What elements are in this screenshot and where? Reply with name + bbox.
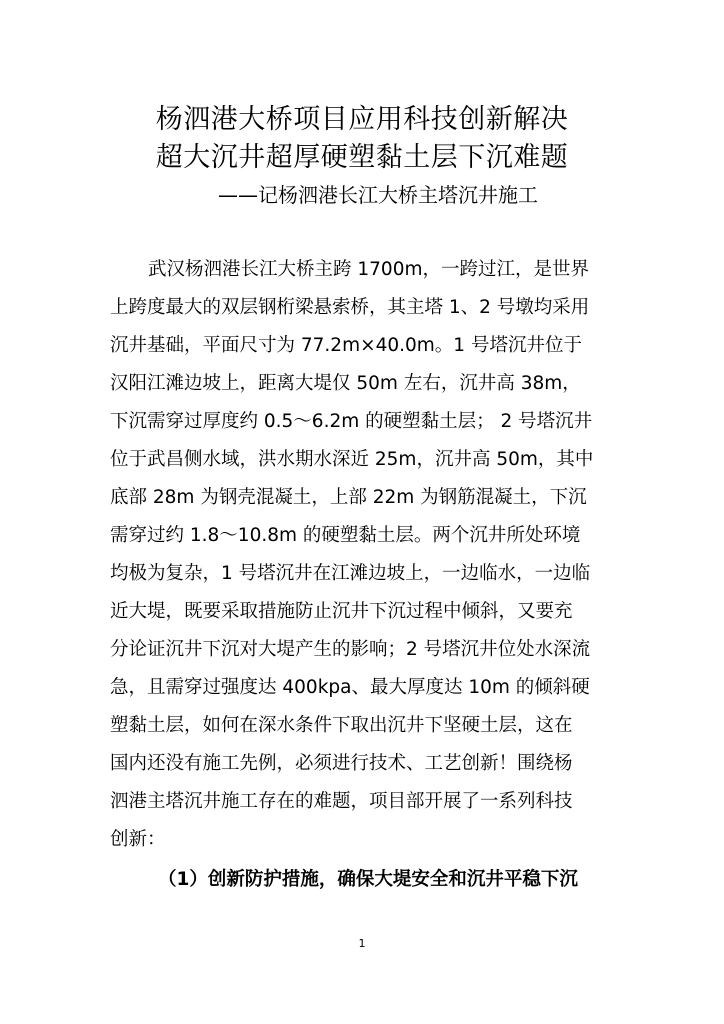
- title-line-2: 超大沉井超厚硬塑黏土层下沉难题: [155, 142, 569, 173]
- paragraph-line: 沉井基础，平面尺寸为 77.2m×40.0m。1 号塔沉井位于: [110, 335, 582, 356]
- title-line-1: 杨泗港大桥项目应用科技创新解决: [155, 104, 569, 135]
- page-number: 1: [358, 937, 366, 950]
- paragraph-line: 急，且需穿过强度达 400kpa、最大厚度达 10m 的倾斜硬: [110, 677, 590, 698]
- paragraph-line: 上跨度最大的双层钢桁梁悬索桥，其主塔 1、2 号墩均采用: [110, 297, 590, 318]
- paragraph-line: 国内还没有施工先例，必须进行技术、工艺创新！围绕杨: [110, 753, 573, 774]
- section-heading: （1）创新防护措施，确保大堤安全和沉井平稳下沉: [158, 869, 578, 890]
- paragraph-line: 创新：: [110, 829, 166, 850]
- paragraph-line: 武汉杨泗港长江大桥主跨 1700m，一跨过江，是世界: [148, 259, 589, 280]
- paragraph-line: 塑黏土层，如何在深水条件下取出沉井下坚硬土层，这在: [110, 715, 573, 736]
- paragraph-line: 均极为复杂，1 号塔沉井在江滩边坡上，一边临水，一边临: [110, 563, 591, 584]
- paragraph-line: 底部 28m 为钢壳混凝土，上部 22m 为钢筋混凝土，下沉: [110, 487, 587, 508]
- paragraph-line: 汉阳江滩边坡上，距离大堤仅 50m 左右，沉井高 38m，: [110, 373, 581, 394]
- paragraph-line: 下沉需穿过厚度约 0.5～6.2m 的硬塑黏土层； 2 号塔沉井: [110, 411, 593, 432]
- paragraph-line: 近大堤，既要采取措施防止沉井下沉过程中倾斜，又要充: [110, 601, 573, 622]
- paragraph-line: 泗港主塔沉井施工存在的难题，项目部开展了一系列科技: [110, 791, 573, 812]
- paragraph-line: 分论证沉井下沉对大堤产生的影响；2 号塔沉井位处水深流: [110, 639, 591, 660]
- subtitle: ——记杨泗港长江大桥主塔沉井施工: [218, 183, 538, 207]
- paragraph-line: 位于武昌侧水域，洪水期水深近 25m，沉井高 50m，其中: [110, 449, 594, 470]
- paragraph-line: 需穿过约 1.8～10.8m 的硬塑黏土层。两个沉井所处环境: [110, 525, 581, 546]
